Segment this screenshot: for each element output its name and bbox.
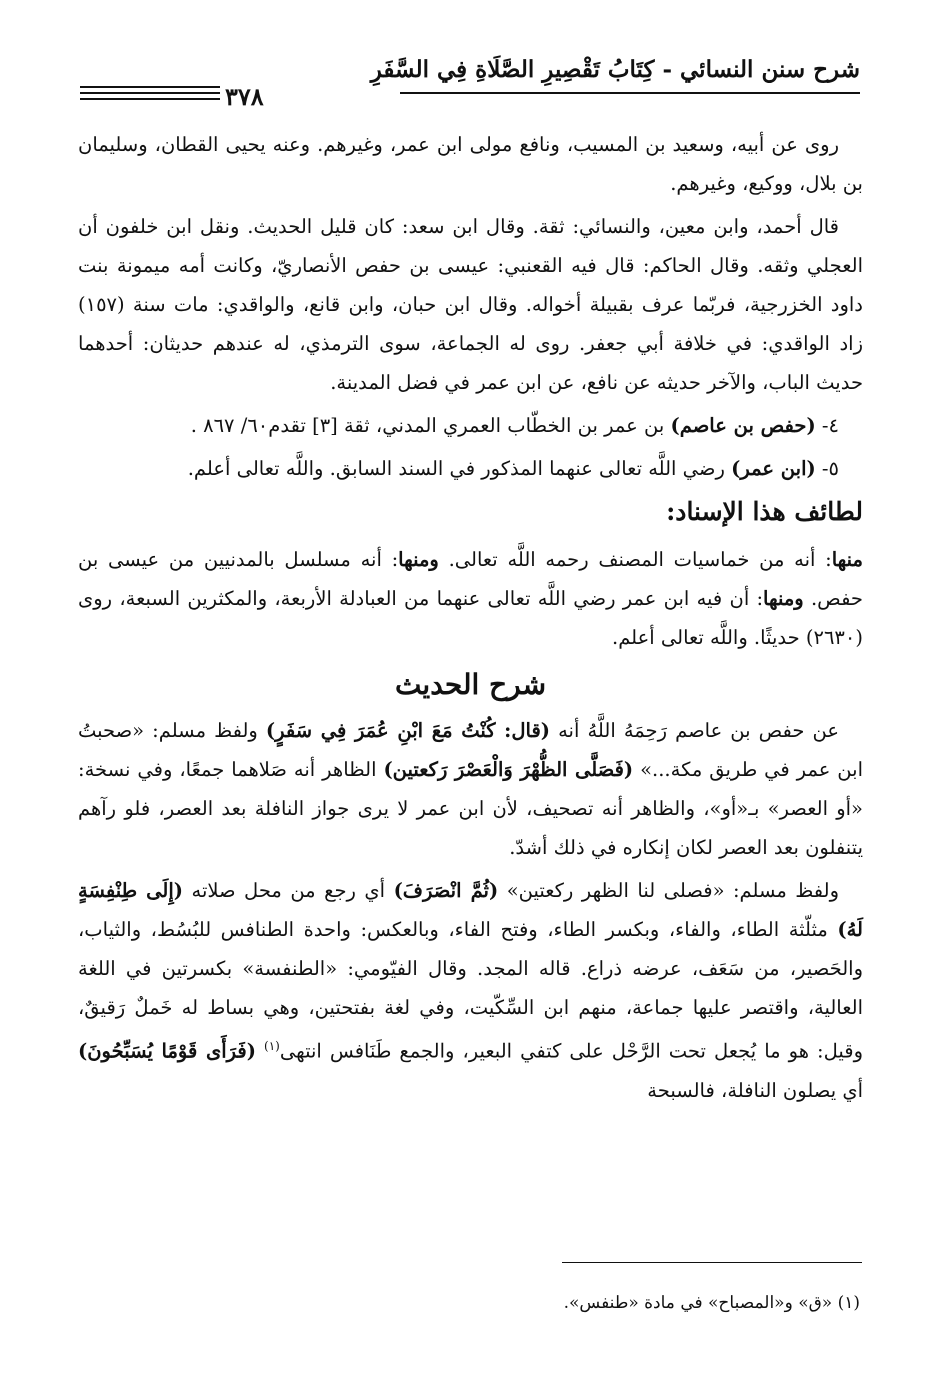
paragraph-narrator-5 [78, 449, 863, 488]
page-number: ٣٧٨ [225, 82, 264, 111]
paragraph-biography: قال أحمد، وابن معين، والنسائي: ثقة. وقال ابن سعد: كان قليل الحديث. ونقل ابن خلفون أن العجلي وثقه. وقال الحاكم: قال فيه القعنبي: عيسى بن حفص الأنصاريّ، وكانت أمه ميمونة بنت داود الخزرجية، فربّما عرف بقبيلة أخواله. وقال ابن حبان، وابن قانع، والواقدي: مات سنة (١٥٧) زاد الواقدي: في خلافة أبي جعفر. روى له الجماعة، سوى الترمذي، له عندهم حديثان: أحدهما حديث الباب، والآخر حديثه عن نافع، عن ابن عمر في فضل المدينة. [78, 215, 863, 394]
narrator-details: رضي اللَّه تعالى عنهما المذكور في السند السابق. واللَّه تعالى أعلم. [187, 457, 732, 480]
paragraph-isnad-notes: منها: أنه من خماسيات المصنف رحمه اللَّه تعالى. ومنها: أنه مسلسل بالمدنيين من عيسى بن حفص. ومنها: أن فيه ابن عمر رضي اللَّه تعالى عنهما من العبادلة الأربعة، والمكثرين السبعة، روى (٢٦٣٠) حديثًا. واللَّه تعالى أعلم. [78, 548, 863, 649]
running-header [80, 52, 860, 112]
footnote-marker: (١) [264, 1039, 280, 1053]
item-number: ٤- [815, 414, 839, 437]
narrator-name: (ابن عمر) [731, 457, 816, 480]
header-rule [400, 92, 860, 94]
running-title: شرح سنن النسائي - كِتَابُ تَقْصِيرِ الصَّلَاةِ فِي السَّفَرِ [370, 56, 860, 83]
paragraph-narrator-4 [78, 406, 863, 445]
paragraph-hadith-explanation-2: ولفظ مسلم: «فصلى لنا الظهر ركعتين» (ثُمَّ انْصَرَفَ) أي رجع من محل صلاته (إِلَى طِنْفِسَةٍ لَهُ) مثلّثة الطاء، والفاء، وبكسر الطاء، وفتح الفاء، وبالعكس: واحدة الطنافس للبُسُط، والثياب، والحَصير، من سَعَف، عرضه ذراع. قاله المجد. وقال الفيّومي: «الطنفسة» بكسرتين في اللغة العالية، واقتصر عليها جماعة، منهم ابن السِّكّيت، وفي لغة بفتحتين، وهي بساط له خَملٌ رَقيقٌ، وقيل: هو ما يُجعل تحت الرَّحْل على كتفي البعير، والجمع طَنَافس انتهى$^{(١)}$ (فَرَأَى قَوْمًا يُسَبِّحُونَ) أي يصلون النافلة، فالسبحة [78, 879, 863, 1102]
section-heading-isnad: لطائف هذا الإسناد: [666, 497, 863, 526]
item-number: ٥- [815, 457, 839, 480]
paragraph-narrators: روى عن أبيه، وسعيد بن المسيب، ونافع مولى ابن عمر، وغيرهم. وعنه يحيى القطان، وسليمان بن بلال، ووكيع، وغيرهم. [78, 133, 863, 195]
footnote: (١) «ق» و«المصباح» في مادة «طنفس». [563, 1293, 860, 1313]
header-double-rule [80, 86, 220, 104]
narrator-name: (حفص بن عاصم) [670, 414, 816, 437]
main-text [78, 125, 863, 1114]
footnote-separator [562, 1262, 862, 1263]
narrator-details: بن عمر بن الخطّاب العمري المدني، ثقة [٣] تقدم٦٠/ ٨٦٧ . [190, 414, 671, 437]
section-heading-explanation: شرح الحديث [394, 668, 547, 701]
paragraph-hadith-explanation-1: عن حفص بن عاصم رَحِمَهُ اللَّهُ أنه (قال: كُنْتُ مَعَ ابْنِ عُمَرَ فِي سَفَرٍ) ولفظ مسلم: «صحبتُ ابن عمر في طريق مكة...» (فَصَلَّى الظُّهْرَ وَالْعَصْرَ رَكعتين) الظاهر أنه صَلاهما جمعًا، وفي نسخة: «أو العصر» بـ«أو»، والظاهر أنه تصحيف، لأن ابن عمر لا يرى جواز النافلة بعد العصر، فلو رآهم يتنفلون بعد العصر لكان إنكاره في ذلك أشدّ. [78, 719, 863, 859]
